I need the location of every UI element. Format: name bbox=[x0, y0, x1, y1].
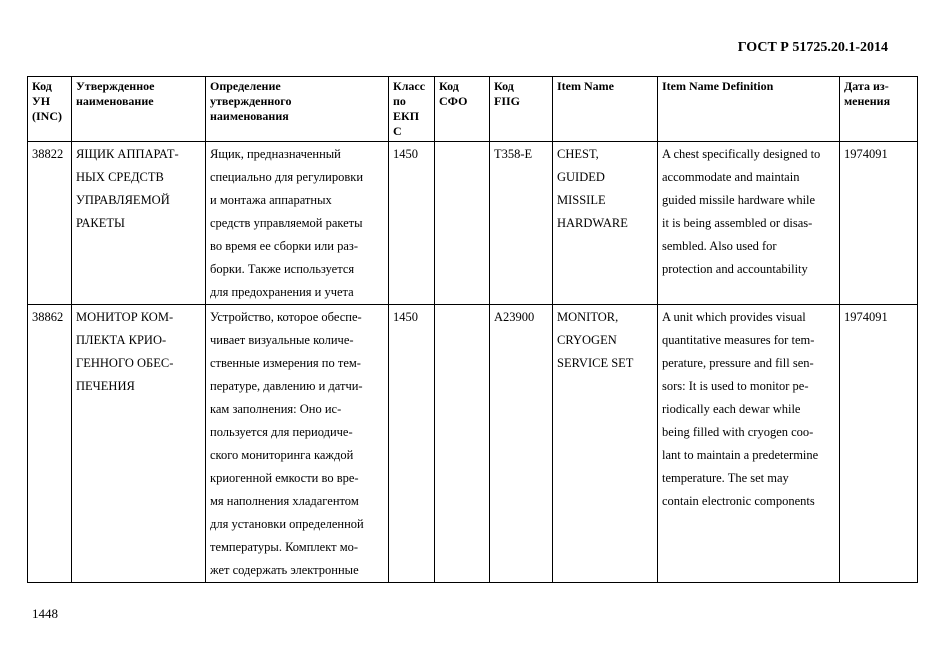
cell-text-line: perature, pressure and fill sen- bbox=[662, 356, 814, 370]
header-sfo-code bbox=[435, 77, 490, 142]
cell-text-line: Устройство, которое обеспе- bbox=[210, 310, 362, 324]
cell-text-line: пользуется для периодиче- bbox=[210, 425, 353, 439]
header-class bbox=[389, 77, 435, 142]
cell-text-line: Код bbox=[494, 79, 514, 93]
header-name-definition bbox=[206, 77, 389, 142]
cell-text-line: ЕКП bbox=[393, 109, 420, 123]
cell-text-line: менения bbox=[844, 94, 891, 108]
name-definition-cell bbox=[206, 142, 389, 305]
header-item-name-definition bbox=[658, 77, 840, 142]
cell-text-line: Утвержденное bbox=[76, 79, 155, 93]
cell-text-line: наименование bbox=[76, 94, 154, 108]
cell-text-line: Код bbox=[439, 79, 459, 93]
table-header-row bbox=[28, 77, 918, 142]
fiig-code-cell bbox=[490, 305, 553, 583]
cell-text-line: мя наполнения хладагентом bbox=[210, 494, 359, 508]
cell-text-line: специально для регулировки bbox=[210, 170, 364, 184]
cell-text-line: CHEST, bbox=[557, 147, 599, 161]
cell-text-line: Класс bbox=[393, 79, 426, 93]
cell-text-line: being filled with cryogen coo- bbox=[662, 425, 814, 439]
inc-code-cell bbox=[28, 305, 72, 583]
cell-text-line: contain electronic components bbox=[662, 494, 815, 508]
cell-text-line: чивает визуальные количе- bbox=[210, 333, 354, 347]
cell-text-line: криогенной емкости во вре- bbox=[210, 471, 359, 485]
cell-text-line: T358-E bbox=[494, 147, 533, 161]
approved-name-cell bbox=[72, 305, 206, 583]
fiig-code-cell bbox=[490, 142, 553, 305]
document-standard-code: ГОСТ Р 51725.20.1-2014 bbox=[737, 40, 888, 55]
cell-text-line: 1974091 bbox=[844, 147, 888, 161]
cell-text-line: по bbox=[393, 94, 406, 108]
cell-text-line: A chest specifically designed to bbox=[662, 147, 821, 161]
cell-text-line: sors: It is used to monitor pe- bbox=[662, 379, 809, 393]
page-number: 1448 bbox=[32, 606, 58, 621]
cell-text-line: для предохранения и учета bbox=[210, 285, 354, 299]
header-fiig-code bbox=[490, 77, 553, 142]
cell-text-line: MISSILE bbox=[557, 193, 606, 207]
cell-text-line: lant to maintain a predetermine bbox=[662, 448, 819, 462]
cell-text-line: средств управляемой ракеты bbox=[210, 216, 363, 230]
cell-text-line: наименования bbox=[210, 109, 289, 123]
change-date-cell bbox=[840, 305, 918, 583]
cell-text-line: A23900 bbox=[494, 310, 535, 324]
cell-text-line: НЫХ СРЕДСТВ bbox=[76, 170, 164, 184]
cell-text-line: temperature. The set may bbox=[662, 471, 789, 485]
cell-text-line: ГЕННОГО ОБЕС- bbox=[76, 356, 174, 370]
item-name-definition-cell bbox=[658, 142, 840, 305]
cell-text-line: quantitative measures for tem- bbox=[662, 333, 815, 347]
cell-text-line: температуры. Комплект мо- bbox=[210, 540, 359, 554]
cell-text-line: ЯЩИК АППАРАТ- bbox=[76, 147, 179, 161]
item-name-definition-cell bbox=[658, 305, 840, 583]
cell-text-line: Определение bbox=[210, 79, 281, 93]
approved-name-cell bbox=[72, 142, 206, 305]
cell-text-line: Код bbox=[32, 79, 52, 93]
name-definition-cell bbox=[206, 305, 389, 583]
cell-text-line: Ящик, предназначенный bbox=[210, 147, 341, 161]
cell-text-line: FIIG bbox=[494, 94, 521, 108]
item-name-cell bbox=[553, 142, 658, 305]
cell-text-line: 1974091 bbox=[844, 310, 888, 324]
cell-text-line: ПЕЧЕНИЯ bbox=[76, 379, 135, 393]
cell-text-line: утвержденного bbox=[210, 94, 292, 108]
cell-text-line: sembled. Also used for bbox=[662, 239, 777, 253]
cell-text-line: МОНИТОР КОМ- bbox=[76, 310, 174, 324]
cell-text-line: CRYOGEN bbox=[557, 333, 617, 347]
cell-text-line: УН bbox=[32, 94, 51, 108]
class-cell bbox=[389, 142, 435, 305]
header-item-name bbox=[553, 77, 658, 142]
cell-text-line: УПРАВЛЯЕМОЙ bbox=[76, 193, 170, 207]
header-inc-code bbox=[28, 77, 72, 142]
cell-text-line: ПЛЕКТА КРИО- bbox=[76, 333, 167, 347]
cell-text-line: во время ее сборки или раз- bbox=[210, 239, 358, 253]
cell-text-line: для установки определенной bbox=[210, 517, 364, 531]
cell-text-line: accommodate and maintain bbox=[662, 170, 800, 184]
table-row bbox=[28, 305, 918, 583]
cell-text-line: Дата из- bbox=[844, 79, 889, 93]
sfo-code-cell bbox=[435, 142, 490, 305]
class-cell bbox=[389, 305, 435, 583]
cell-text-line: ственные измерения по тем- bbox=[210, 356, 361, 370]
cell-text-line: guided missile hardware while bbox=[662, 193, 816, 207]
cell-text-line: жет содержать электронные bbox=[210, 563, 359, 577]
cell-text-line: и монтажа аппаратных bbox=[210, 193, 332, 207]
cell-text-line: HARDWARE bbox=[557, 216, 628, 230]
item-name-cell bbox=[553, 305, 658, 583]
cell-text-line: РАКЕТЫ bbox=[76, 216, 125, 230]
cell-text-line: борки. Также используется bbox=[210, 262, 355, 276]
sfo-code-cell bbox=[435, 305, 490, 583]
header-change-date bbox=[840, 77, 918, 142]
cell-text-line: 1450 bbox=[393, 310, 418, 324]
cell-text-line: A unit which provides visual bbox=[662, 310, 806, 324]
catalog-table bbox=[27, 76, 918, 583]
cell-text-line: Item Name Definition bbox=[662, 79, 774, 93]
cell-text-line: 1450 bbox=[393, 147, 418, 161]
cell-text-line: ского мониторинга каждой bbox=[210, 448, 354, 462]
cell-text-line: пературе, давлению и датчи- bbox=[210, 379, 363, 393]
cell-text-line: it is being assembled or disas- bbox=[662, 216, 813, 230]
cell-text-line: (INC) bbox=[32, 109, 62, 123]
header-approved-name bbox=[72, 77, 206, 142]
cell-text-line: riodically each dewar while bbox=[662, 402, 801, 416]
cell-text-line: Item Name bbox=[557, 79, 614, 93]
cell-text-line: GUIDED bbox=[557, 170, 605, 184]
cell-text-line: MONITOR, bbox=[557, 310, 619, 324]
cell-text-line: СФО bbox=[439, 94, 468, 108]
inc-code-cell bbox=[28, 142, 72, 305]
change-date-cell bbox=[840, 142, 918, 305]
cell-text-line: кам заполнения: Оно ис- bbox=[210, 402, 342, 416]
cell-text-line: 38862 bbox=[32, 310, 64, 324]
table-row bbox=[28, 142, 918, 305]
cell-text-line: protection and accountability bbox=[662, 262, 808, 276]
cell-text-line: С bbox=[393, 124, 402, 138]
cell-text-line: 38822 bbox=[32, 147, 64, 161]
cell-text-line: SERVICE SET bbox=[557, 356, 634, 370]
